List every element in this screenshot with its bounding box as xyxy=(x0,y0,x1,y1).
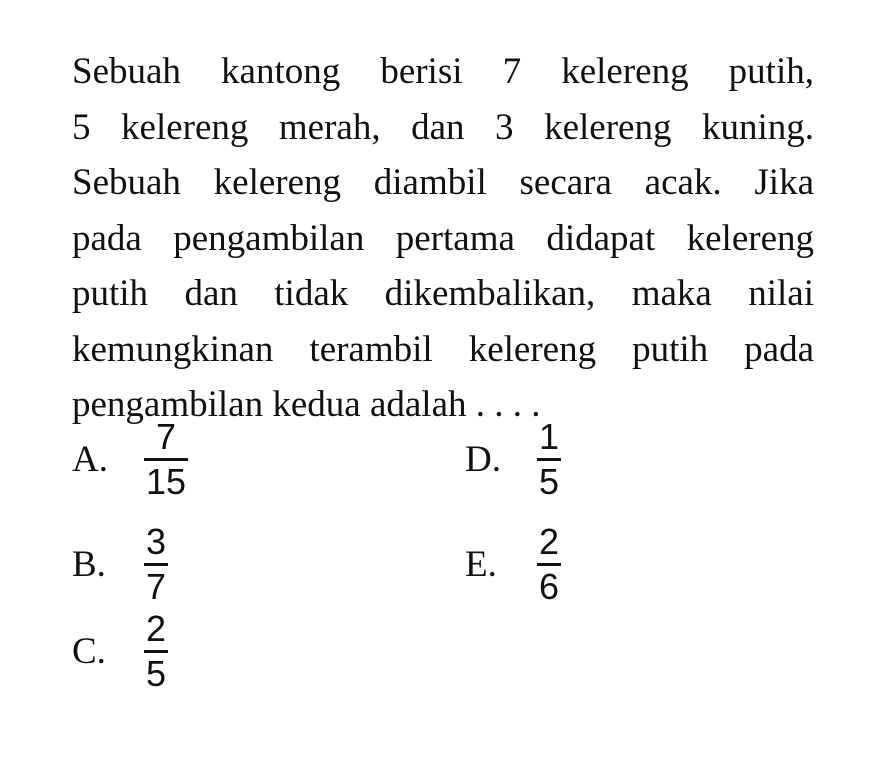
option-letter: D. xyxy=(465,438,501,480)
option-a[interactable] xyxy=(72,418,188,501)
option-letter: A. xyxy=(72,438,108,480)
fraction-numerator: 7 xyxy=(156,416,177,457)
fraction-denominator: 6 xyxy=(539,565,560,607)
question-line-4: pada pengambilan pertama didapat kelereng xyxy=(72,217,814,259)
option-d[interactable] xyxy=(465,418,561,501)
question-line-6: kemungkinan terambil kelereng putih pada xyxy=(72,328,814,370)
fraction-numerator: 3 xyxy=(146,521,167,562)
fraction-numerator: 2 xyxy=(146,608,167,649)
option-fraction xyxy=(537,418,561,501)
option-c[interactable] xyxy=(72,610,168,693)
question-text xyxy=(72,44,814,433)
option-fraction xyxy=(144,418,188,501)
fraction-denominator: 15 xyxy=(146,460,187,502)
option-letter: B. xyxy=(72,543,106,585)
option-fraction xyxy=(144,610,168,693)
question-line-5: putih dan tidak dikembalikan, maka nilai xyxy=(72,273,814,314)
option-fraction xyxy=(537,523,561,606)
fraction-denominator: 5 xyxy=(539,460,560,502)
option-letter: E. xyxy=(465,543,497,585)
question-line-1: Sebuah kantong berisi 7 kelereng putih, xyxy=(72,51,814,92)
option-fraction xyxy=(144,523,168,606)
question-line-3: Sebuah kelereng diambil secara acak. Jika xyxy=(72,162,814,203)
option-b[interactable] xyxy=(72,523,168,606)
question-line-7: pengambilan kedua adalah . . . . xyxy=(72,384,541,425)
option-e[interactable] xyxy=(465,523,561,606)
fraction-numerator: 2 xyxy=(539,521,560,562)
fraction-numerator: 1 xyxy=(539,416,560,457)
fraction-denominator: 5 xyxy=(146,652,167,694)
option-letter: C. xyxy=(72,630,106,672)
fraction-denominator: 7 xyxy=(146,565,167,607)
question-line-2: 5 kelereng merah, dan 3 kelereng kuning. xyxy=(72,106,814,148)
